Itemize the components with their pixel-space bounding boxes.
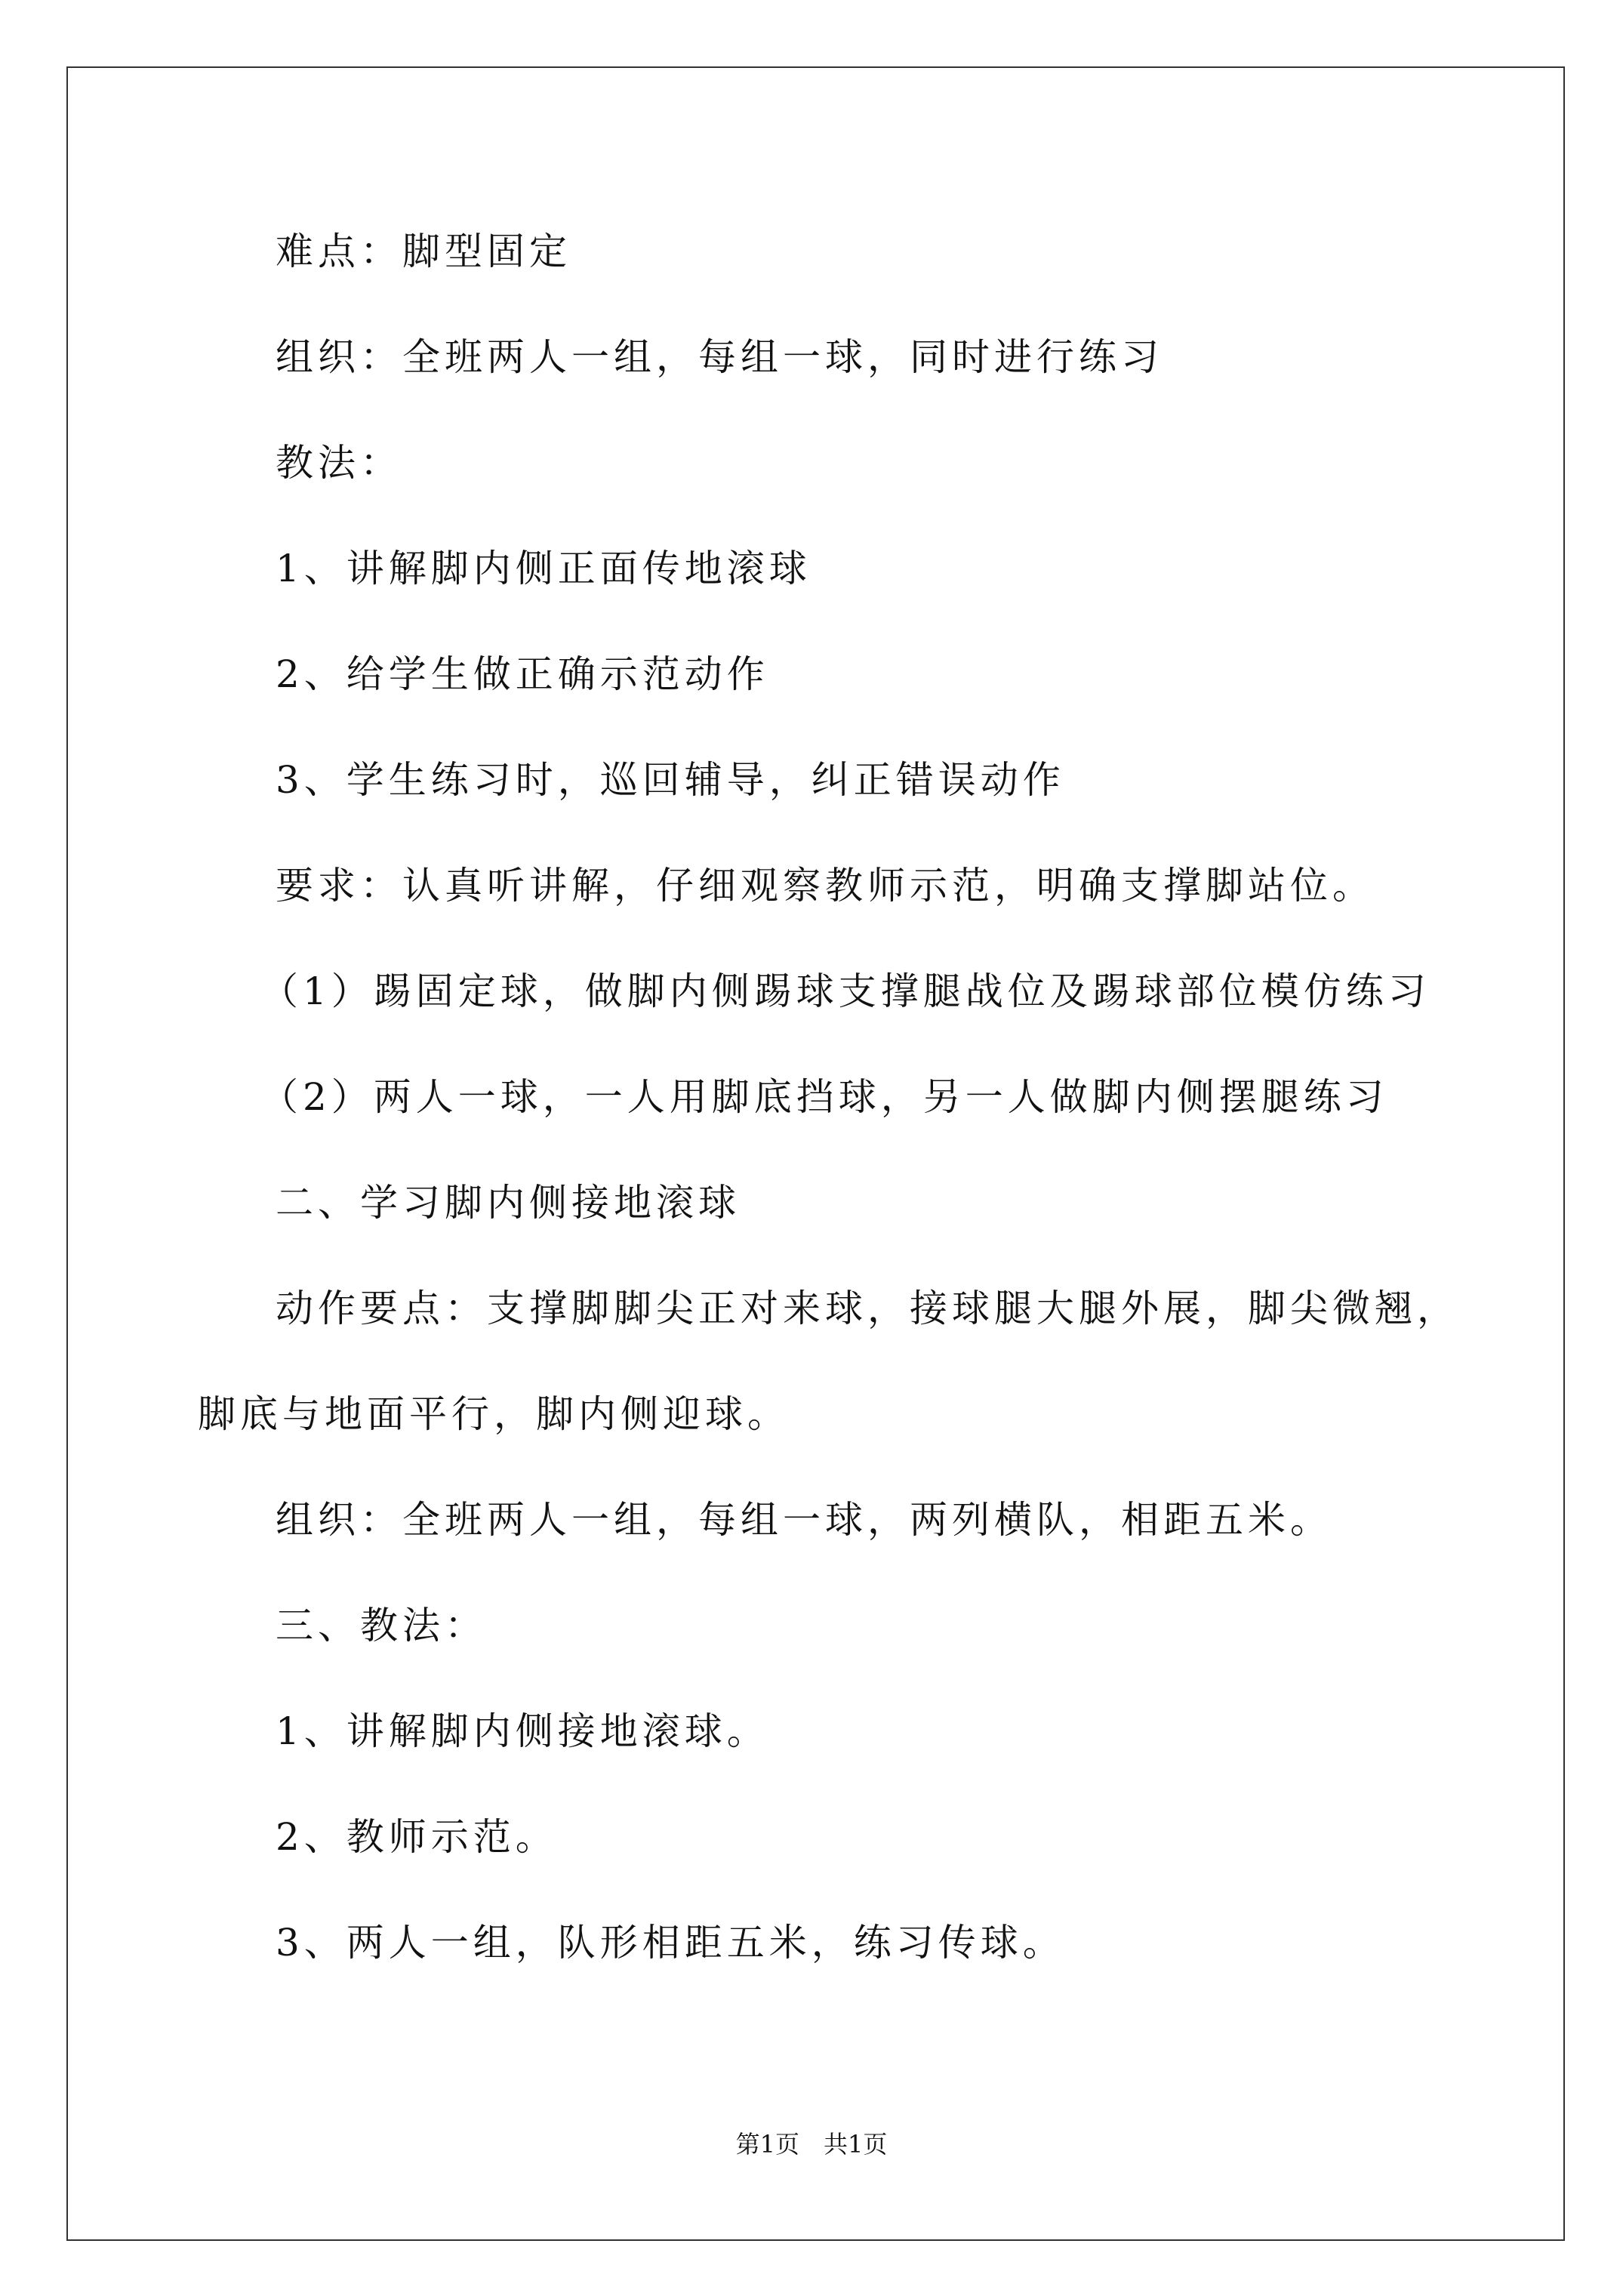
text-line: 2、教师示范。 — [276, 1815, 558, 1859]
text-line: （1）踢固定球，做脚内侧踢球支撑腿战位及踢球部位模仿练习 — [260, 969, 1431, 1013]
page-total: 共1页 — [824, 2130, 888, 2159]
text-line: 三、教法： — [276, 1604, 487, 1647]
text-line: 组织：全班两人一组，每组一球，同时进行练习 — [276, 335, 1163, 379]
text-line: 1、讲解脚内侧正面传地滚球 — [276, 547, 812, 590]
text-line: 难点：脚型固定 — [276, 230, 571, 273]
text-line: 二、学习脚内侧接地滚球 — [276, 1181, 741, 1225]
page-footer — [0, 2129, 1623, 2159]
text-line: 脚底与地面平行，脚内侧迎球。 — [198, 1392, 790, 1436]
text-line: （2）两人一球，一人用脚底挡球，另一人做脚内侧摆腿练习 — [260, 1075, 1388, 1119]
page-number: 第1页 — [735, 2130, 799, 2159]
text-line: 3、学生练习时，巡回辅导，纠正错误动作 — [276, 758, 1065, 802]
text-line: 要求：认真听讲解，仔细观察教师示范，明确支撑脚站位。 — [276, 864, 1375, 908]
text-line: 1、讲解脚内侧接地滚球。 — [276, 1709, 769, 1753]
text-line: 教法： — [276, 441, 402, 485]
text-line: 3、两人一组，队形相距五米，练习传球。 — [276, 1921, 1065, 1965]
text-line: 组织：全班两人一组，每组一球，两列横队，相距五米。 — [276, 1498, 1332, 1542]
page-frame — [66, 66, 1565, 2241]
text-line: 动作要点：支撑脚脚尖正对来球，接球腿大腿外展，脚尖微翘， — [276, 1287, 1459, 1330]
text-line: 2、给学生做正确示范动作 — [276, 652, 769, 696]
